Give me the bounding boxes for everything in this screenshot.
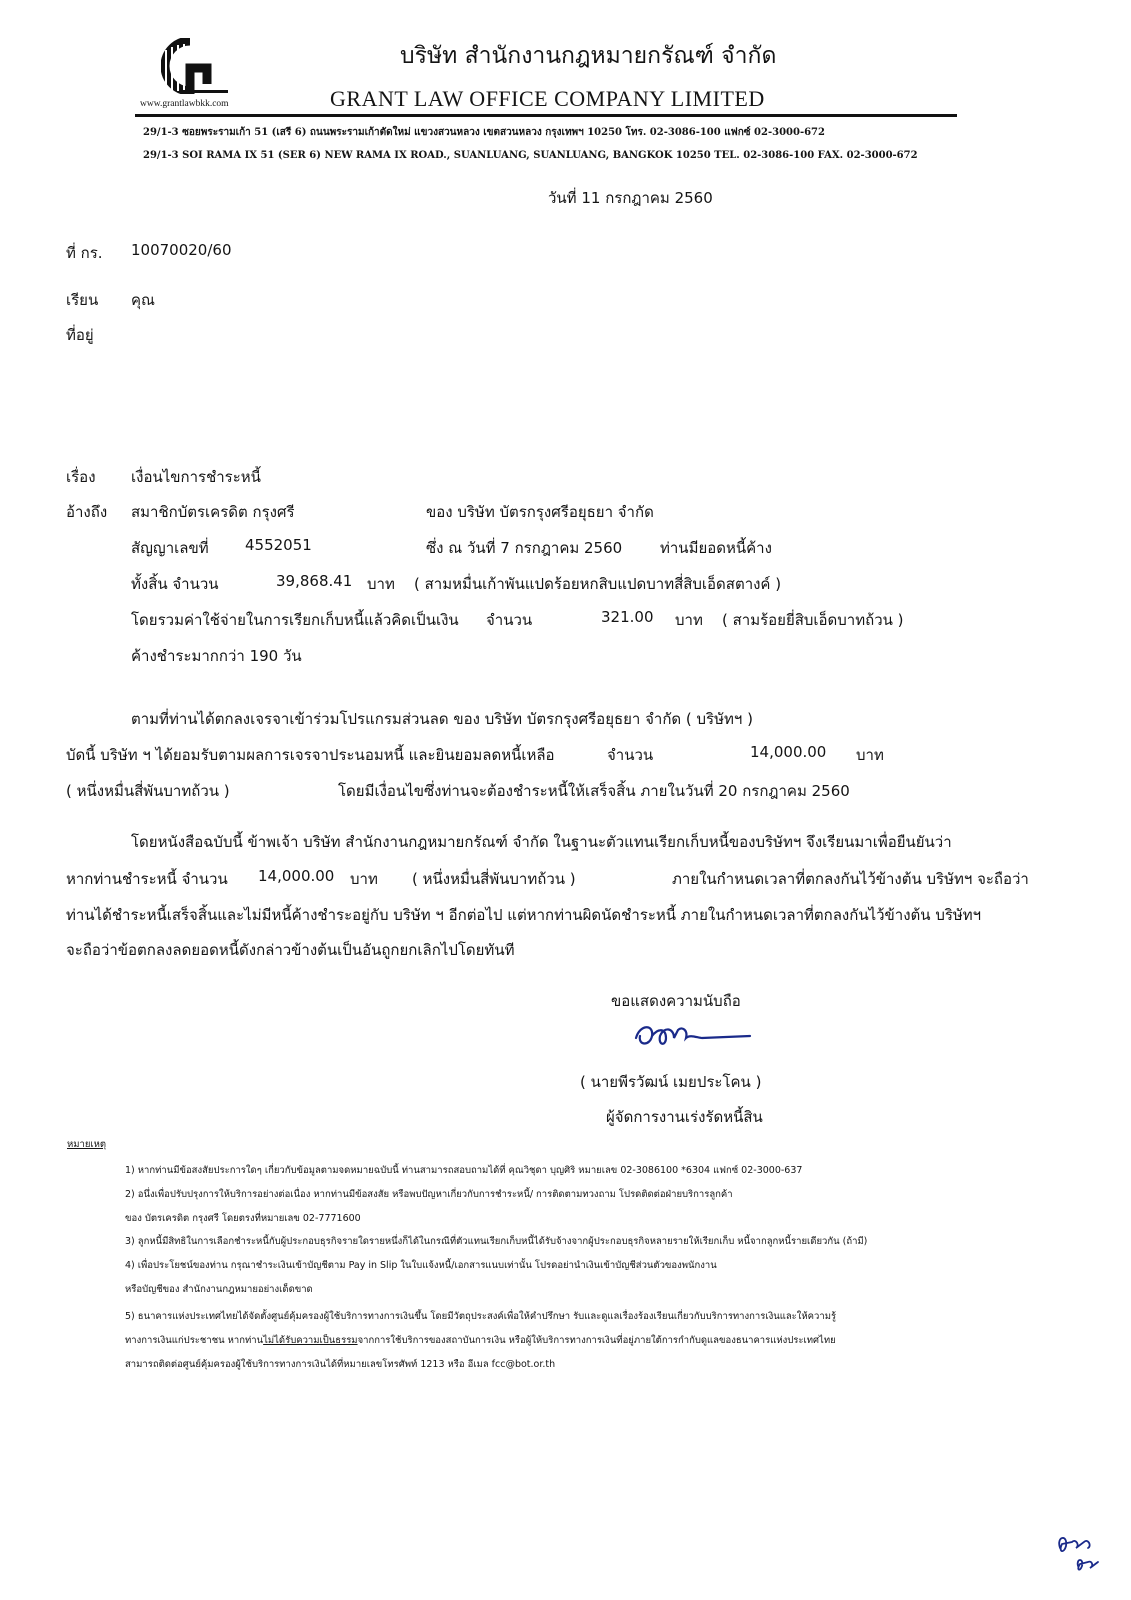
note-item: 2) อนึ่งเพื่อปรับปรุงการให้บริการอย่างต่อเนื่อง หากท่านมีข้อสงสัย หรือพบปัญหาเกี่ยวกับการชำระหนี้/ การติดตามทวงถาม โปรดติดต่อฝ่ายบริการลูกค้า <box>125 1189 733 1200</box>
note-item: 5) ธนาคารแห่งประเทศไทยได้จัดตั้งศูนย์คุ้มครองผู้ใช้บริการทางการเงินขึ้น โดยมีวัตถุประสงค์เพื่อให้คำปรึกษา รับและดูแลเรื่องร้องเรียนเกี่ยวกับบริการทางการเงินและให้ความรู้ <box>125 1311 837 1322</box>
signature <box>628 1016 758 1056</box>
para1-amount-words: ( หนึ่งหมื่นสี่พันบาทถ้วน ) <box>66 782 230 800</box>
para2-line1: โดยหนังสือฉบับนี้ ข้าพเจ้า บริษัท สำนักงานกฎหมายกรัณฑ์ จำกัด ในฐานะตัวแทนเรียกเก็บหนี้ของบริษัทฯ จึงเรียนมาเพื่อยืนยันว่า <box>131 833 952 851</box>
total-label: ทั้งสิ้น จำนวน <box>131 575 219 593</box>
note-item: 4) เพื่อประโยชน์ของท่าน กรุณาชำระเงินเข้าบัญชีตาม Pay in Slip ในใบแจ้งหนี้/เอกสารแนบเท่านั้น โปรดอย่านำเงินเข้าบัญชีส่วนตัวของพนักงาน <box>125 1260 717 1271</box>
para2-line4: จะถือว่าข้อตกลงลดยอดหนี้ดังกล่าวข้างต้นเป็นอันถูกยกเลิกไปโดยทันที <box>66 941 515 959</box>
para1-line1: ตามที่ท่านได้ตกลงเจรจาเข้าร่วมโปรแกรมส่วนลด ของ บริษัท บัตรกรุงศรีอยุธยา จำกัด ( บริษัทฯ ) <box>131 710 753 728</box>
company-name-english: GRANT LAW OFFICE COMPANY LIMITED <box>330 86 765 111</box>
address-label: ที่อยู่ <box>66 326 94 344</box>
fee-baht: บาท <box>675 611 703 629</box>
para1-line2: บัดนี้ บริษัท ฯ ได้ยอมรับตามผลการเจรจาประนอมหนี้ และยินยอมลดหนี้เหลือ <box>66 746 555 764</box>
note-item: สามารถติดต่อศูนย์คุ้มครองผู้ใช้บริการทางการเงินได้ที่หมายเลขโทรศัพท์ 1213 หรือ อีเมล fcc@bot.or.th <box>125 1359 556 1370</box>
fee-amount-words: ( สามร้อยยี่สิบเอ็ดบาทถ้วน ) <box>722 611 904 629</box>
para2-amount-words: ( หนึ่งหมื่นสี่พันบาทถ้วน ) <box>412 870 576 888</box>
overdue-days: ค้างชำระมากกว่า 190 วัน <box>131 647 302 665</box>
company-logo <box>150 38 230 94</box>
total-baht: บาท <box>367 575 395 593</box>
subject-label: เรื่อง <box>66 468 96 486</box>
to-value: คุณ <box>131 291 155 309</box>
ref-label: ที่ กร. <box>66 244 103 262</box>
reference-label: อ้างถึง <box>66 503 108 521</box>
address-english: 29/1-3 SOI RAMA IX 51 (SER 6) NEW RAMA IX ROAD., SUANLUANG, SUANLUANG, BANGKOK 10250 TEL. 02-3086-100 FAX. 02-3000-672 <box>143 150 918 161</box>
note-text: จากการใช้บริการของสถาบันการเงิน หรือผู้ให้บริการทางการเงินที่อยู่ภายใต้การกำกับดูแลของธนาคารแห่งประเทศไทย <box>357 1335 836 1346</box>
ref-number: 10070020/60 <box>131 241 232 259</box>
contract-number: 4552051 <box>245 536 312 554</box>
fee-amount: 321.00 <box>601 608 654 626</box>
total-amount-words: ( สามหมื่นเก้าพันแปดร้อยหกสิบแปดบาทสี่สิบเอ็ดสตางค์ ) <box>414 575 782 593</box>
para1-condition: โดยมีเงื่อนไขซึ่งท่านจะต้องชำระหนี้ให้เสร็จสิ้น ภายในวันที่ 20 กรกฎาคม 2560 <box>338 782 850 800</box>
notes-title: หมายเหตุ <box>67 1139 107 1150</box>
reference-company: ของ บริษัท บัตรกรุงศรีอยุธยา จำกัด <box>426 503 654 521</box>
contract-label: สัญญาเลขที่ <box>131 539 209 557</box>
para1-baht: บาท <box>856 746 884 764</box>
handwritten-initials <box>1050 1530 1110 1580</box>
subject-value: เงื่อนไขการชำระหนี้ <box>131 468 261 486</box>
signature-graphic <box>628 1016 758 1056</box>
letterhead-rule <box>135 114 957 117</box>
closing-regards: ขอแสดงความนับถือ <box>611 992 741 1010</box>
para1-amount: 14,000.00 <box>750 743 827 761</box>
note-text: ทางการเงินแก่ประชาชน หากท่าน <box>125 1335 264 1346</box>
para2-tail: ภายในกำหนดเวลาที่ตกลงกันไว้ข้างต้น บริษัทฯ จะถือว่า <box>672 870 1029 888</box>
fee-amount-label: จำนวน <box>486 611 533 629</box>
note-item: 3) ลูกหนี้มีสิทธิในการเลือกชำระหนี้กับผู้ประกอบธุรกิจรายใดรายหนึ่งก็ได้ในกรณีที่ตัวแทนเรียกเก็บหนี้ได้รับจ้างจากผู้ประกอบธุรกิจหลายรายให้เรียกเก็บ หนี้จากลูกหนี้รายเดียวกัน (ถ้ามี) <box>125 1236 868 1247</box>
para2-amount: 14,000.00 <box>258 867 335 885</box>
address-thai: 29/1-3 ซอยพระรามเก้า 51 (เสรี 6) ถนนพระรามเก้าตัดใหม่ แขวงสวนหลวง เขตสวนหลวง กรุงเทพฯ 10250 โทร. 02-3086-100 แฟกซ์ 02-3000-672 <box>143 127 825 138</box>
outstanding-label: ท่านมียอดหนี้ค้าง <box>660 539 772 557</box>
initials-graphic <box>1050 1530 1110 1580</box>
para2-pay-label: หากท่านชำระหนี้ จำนวน <box>66 870 228 888</box>
note-item: หรือบัญชีของ สำนักงานกฎหมายอย่างเด็ดขาด <box>125 1284 313 1295</box>
reference-member: สมาชิกบัตรเครดิต กรุงศรี <box>131 503 295 521</box>
website-url: www.grantlawbkk.com <box>140 99 229 109</box>
signer-position: ผู้จัดการงานเร่งรัดหนี้สิน <box>606 1108 763 1126</box>
total-amount: 39,868.41 <box>276 572 353 590</box>
signer-name: ( นายพีรวัฒน์ เมยประโคน ) <box>580 1073 762 1091</box>
note-emphasis: ไม่ได้รับความเป็นธรรม <box>263 1335 358 1346</box>
logo-graphic <box>150 38 230 94</box>
to-label: เรียน <box>66 291 99 309</box>
para1-amount-label: จำนวน <box>607 746 654 764</box>
fee-label: โดยรวมค่าใช้จ่ายในการเรียกเก็บหนี้แล้วคิดเป็นเงิน <box>131 611 459 629</box>
note-item: 1) หากท่านมีข้อสงสัยประการใดๆ เกี่ยวกับข้อมูลตามจดหมายฉบับนี้ ท่านสามารถสอบถามได้ที่ คุณวิชุดา บุญศิริ หมายเลข 02-3086100 *6304 แฟกซ์ 02-3000-637 <box>125 1165 803 1176</box>
note-item: ของ บัตรเครดิต กรุงศรี โดยตรงที่หมายเลข 02-7771600 <box>125 1213 361 1224</box>
letter-date: วันที่ 11 กรกฎาคม 2560 <box>548 189 713 207</box>
company-name-thai: บริษัท สำนักงานกฎหมายกรัณฑ์ จำกัด <box>400 43 777 69</box>
para2-line3: ท่านได้ชำระหนี้เสร็จสิ้นและไม่มีหนี้ค้างชำระอยู่กับ บริษัท ฯ อีกต่อไป แต่หากท่านผิดนัดชำระหนี้ ภายในกำหนดเวลาที่ตกลงกันไว้ข้างต้น บริษัทฯ <box>66 906 982 924</box>
para2-baht: บาท <box>350 870 378 888</box>
note-item-5-line2 <box>125 1333 836 1348</box>
as-of-date: ซึ่ง ณ วันที่ 7 กรกฎาคม 2560 <box>426 539 623 557</box>
